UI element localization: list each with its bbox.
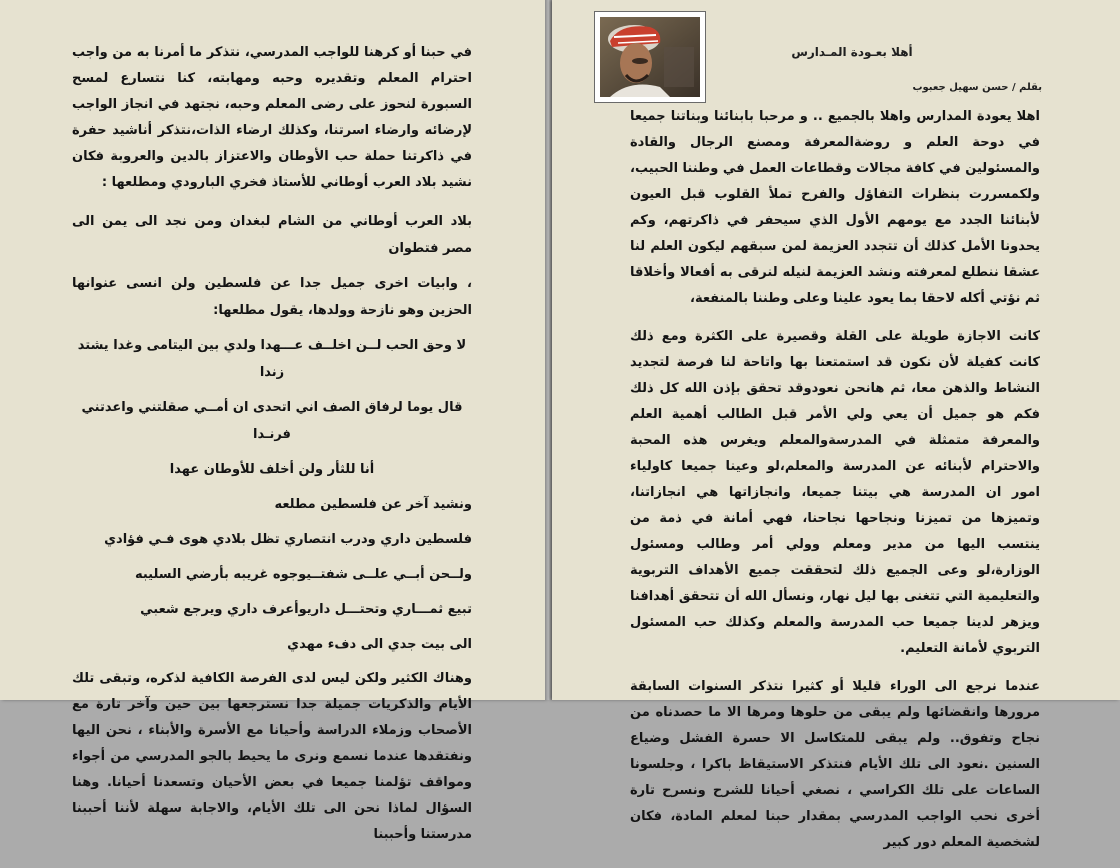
right-paragraph-3: عندما نرجع الى الوراء قليلا أو كثيرا نتذكر السنوات السابقة مرورها وانقضائها ولم يبقى من حلوها ومرها الا ما حصدناه من نجاح وتفوق.. ولم يبقى للمتكاسل الا حسرة الفشل وضياع السنين .نعود الى تلك الأيام فنتذكر الاستيقاظ باكرا ، وجلسونا الساعات على تلك الكراسي ، نصغي أحيانا للشرح ونسرح تارة أخرى نحب الواجب المدرسي بمقدار حبنا لمعلم المادة، فكان لشخصية المعلم دور كبير: [630, 679, 1040, 850]
anthem-verse-3: تبيع ثمـــاري وتحتـــل داريوأعرف داري ويرجع شعبي: [140, 602, 472, 617]
author-byline: بقلم / حسن سهيل جعبوب: [912, 82, 1042, 93]
poem-verse-1: لا وحق الحب لــن اخلــف عـــهدا ولدي بين اليتامى وغدا يشتد زندا: [77, 338, 467, 380]
portrait-photo-icon: [600, 17, 700, 97]
poem-verse-3: أنا للثأر ولن أخلف للأوطان عهدا: [169, 462, 375, 477]
right-page: [552, 0, 1120, 850]
left-paragraph-1: في حبنا أو كرهنا للواجب المدرسي، نتذكر ما أمرنا به من واجب احترام المعلم وتقديره وحبه ومهابته، كنا نتسارع لمسح السبورة لنحوز على رضى المعلم وحبه، نجتهد في انجاز الواجب لإرضائه وارضاء اسرتنا، وكذلك ارضاء الذات،نتذكر أناشيد حفرة في ذاكرتنا حملة حب الأوطان والاعتزاز بالدين والعروبة فكان نشيد بلاد العرب أوطاني للأستاذ فخري البارودي ومطلعها :: [72, 45, 472, 190]
left-page: [0, 0, 545, 842]
second-anthem-intro: ونشيد آخر عن فلسطين مطلعه: [274, 497, 472, 512]
anthem-verse-2: ولــحن أبــي علــى شفتــيوجوه غريبه بأرضي السليبه: [134, 567, 472, 582]
anthem-verse-1: فلسطين داري ودرب انتصاري تظل بلادي هوى فـي فؤادي: [104, 532, 472, 547]
poem-verse-2: قال يوما لرفاق الصف اني اتحدى ان أمــي صقلتني واعدتني فرنـدا: [81, 400, 463, 442]
right-column-text: [630, 104, 1040, 868]
author-photo: [594, 11, 706, 103]
poem-intro-line: ، وابيات اخرى جميل جدا عن فلسطين ولن انسى عنوانها الحزين وهو نازحة وولدها، يقول مطلعها:: [72, 276, 472, 318]
right-paragraph-1: اهلا يعودة المدارس واهلا بالجميع .. و مرحبا بابنائنا وبناتنا جميعا في دوحة العلم و روضةالمعرفة ومصنع الرجال والقادة والمسئولين في كافة مجالات وقطاعات العمل في وطننا الحبيب، ولكمسررت بنظرات التفاؤل والفرح تملأ القلوب قبل العيون لأبنائنا الجدد مع يومهم الأول الذي سيحفر في ذاكرتهم، وكم يحدونا الأمل كذلك أن تتجدد العزيمة لمن سبقهم ليكون العلم لنا عشقا ننطلع لمعرفته ونشد العزيمة لنيله لنرقى به أفعالا وأخلاقا ثم نؤتي أكله لاحقا بما يعود علينا وعلى وطننا بالمنفعة،: [630, 109, 1040, 306]
right-paragraph-2: كانت الاجازة طويلة على القلة وقصيرة على الكثرة ومع ذلك كانت كفيلة لأن نكون قد استمتعنا بها واتاحة لنا فرصة لتجديد النشاط والذهن معا، ثم هانحن نعودوقد تحقق بإذن الله كل ذلك فكم هو جميل أن يعي ولي الأمر قبل الطالب أهمية العلم والمعرفة متمثلة في المدرسةوالمعلم ويغرس هذه المحبة والاحترام لأبنائه عن المدرسة والمعلم،لو وعينا جميعا كاولياء امور ان المدرسة هي بيتنا جميعا، وانجازاتها هي انجازاتنا، وتميزها من تميزنا ونجاحها نجاحنا، فهي أمانة في ذمة من ينتسب اليها من مدير ومعلم وولي أمر وطالب ومسئول الوزارة،لو وعى الجميع ذلك لتحققت جميع الأهداف التربوية والتعليمية التي تتغنى بها ليل نهار، ونسأل الله أن تتحقق أهدافنا ويزهر لدينا جميعا حب المدرسة والمعلم وكذلك حب المسئول التربوي لأمانة التعليم.: [630, 329, 1040, 656]
anthem-verse-4: الى بيت جدي الى دفء مهدي: [287, 637, 472, 652]
anthem-line-1: بلاد العرب أوطاني من الشام لبغدان ومن نجد الى يمن الى مصر فتطوان: [72, 214, 472, 256]
left-paragraph-2: وهناك الكثير ولكن ليس لدى الفرصة الكافية لذكره، وتبقى تلك الأيام والذكريات جميلة جدا نسترجعها بين حين وآخر تارة مع الأصحاب وزملاء الدراسة وأحيانا مع الأسرة والأبناء ، نحن اليها ونفتقدها عندما نسمع ونرى ما يحيط بالجو المدرسي من أجواء ومواقف تؤلمنا جميعا في بعض الأحيان وتسعدنا أحيانا. وهنا السؤال لماذا نحن الى تلك الأيام، والاجابة سهلة لأننا أحببنا مدرستنا وأحببنا: [72, 671, 472, 842]
book-gutter: [545, 0, 552, 700]
article-title: أهلا بعـودة المـدارس: [791, 45, 913, 59]
left-column-text: [72, 40, 472, 860]
